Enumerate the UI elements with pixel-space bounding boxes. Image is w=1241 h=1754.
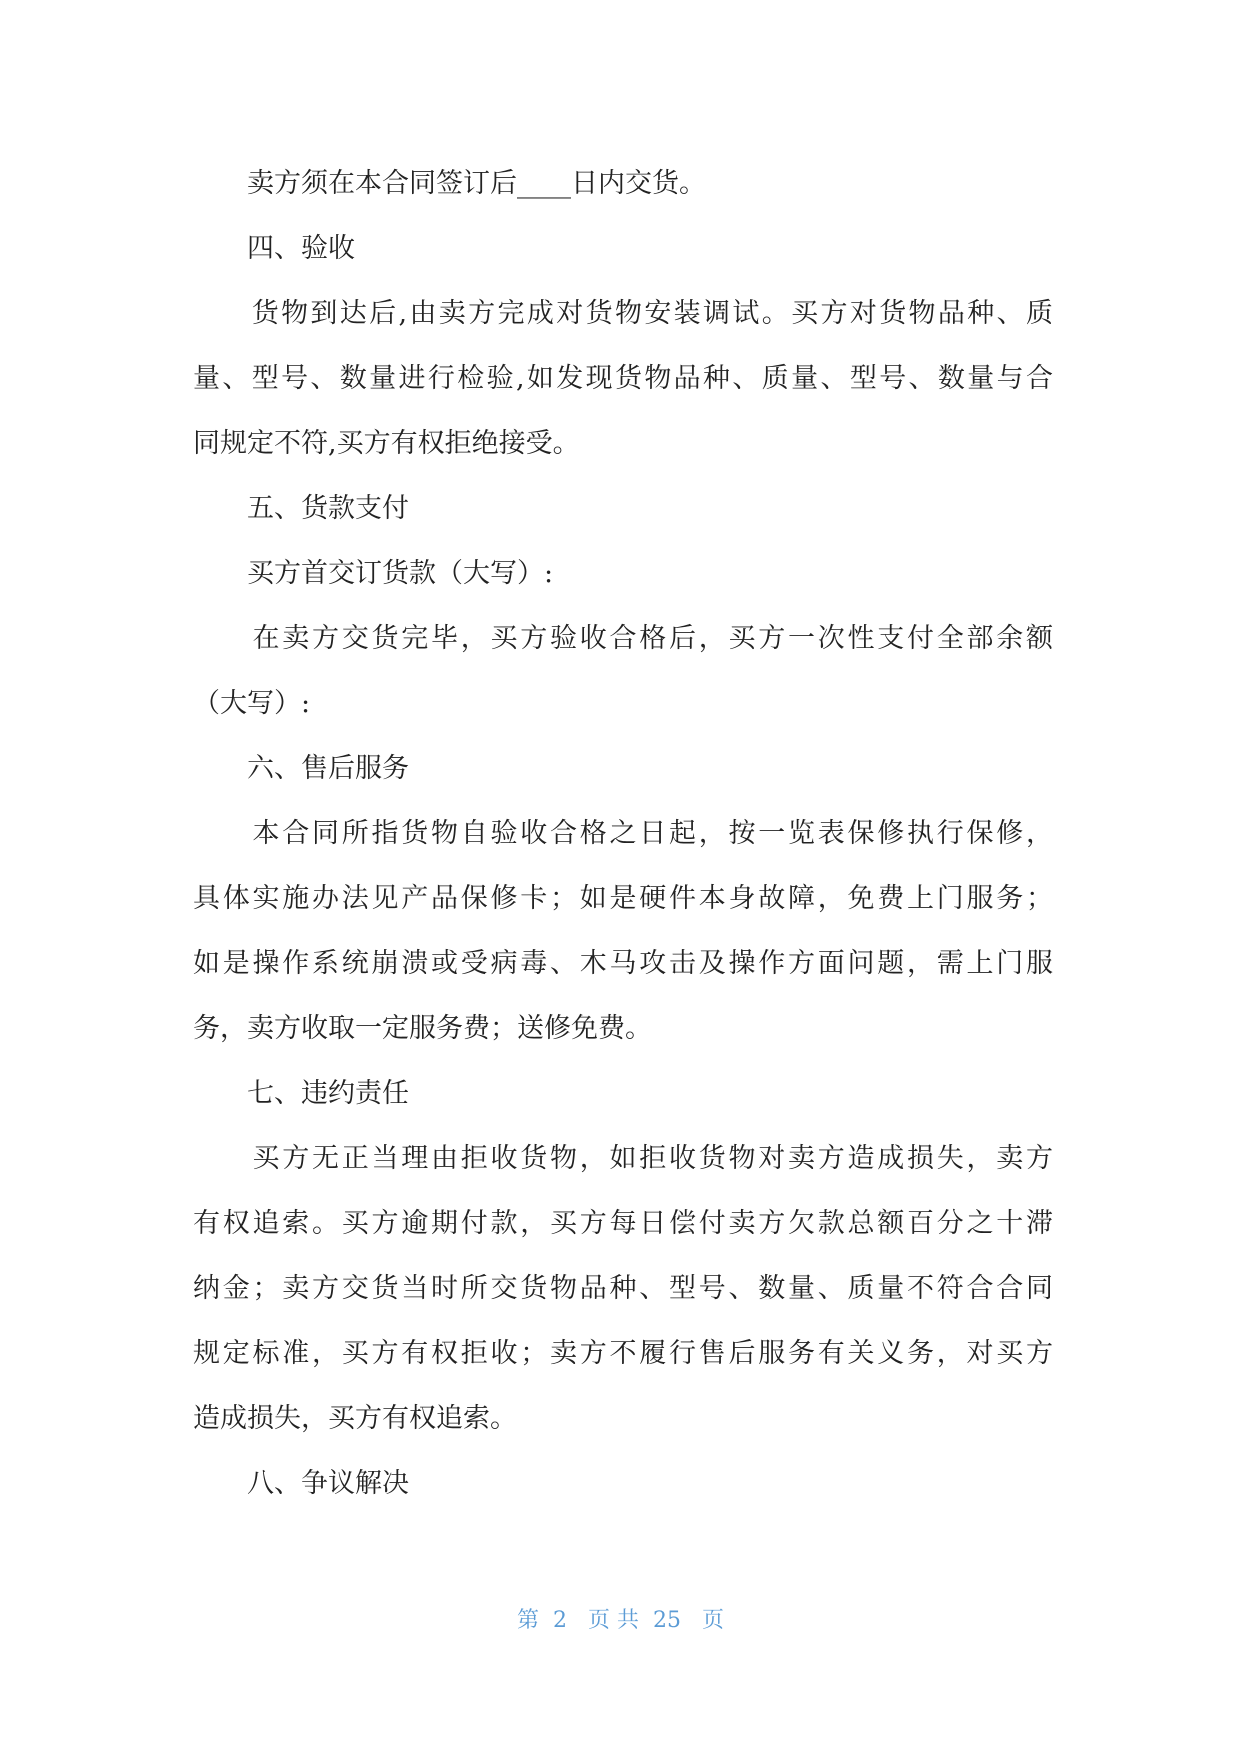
- page-number-footer: 第 2 页 共 25 页: [517, 1608, 724, 1633]
- paragraph-line: 买方首交订货款（大写）:: [193, 558, 554, 589]
- paragraph-line: 在卖方交货完毕，买方验收合格后，买方一次性支付全部余额: [193, 623, 1053, 654]
- paragraph-line: （大写）:: [193, 688, 311, 719]
- paragraph-line: 量、型号、数量进行检验,如发现货物品种、质量、型号、数量与合: [193, 363, 1053, 394]
- paragraph-line: 造成损失，买方有权追索。: [193, 1403, 517, 1434]
- paragraph-line: 规定标准，买方有权拒收；卖方不履行售后服务有关义务，对买方: [193, 1338, 1053, 1369]
- section-heading: 八、争议解决: [193, 1468, 409, 1499]
- section-heading: 五、货款支付: [193, 493, 409, 524]
- paragraph-line: 务，卖方收取一定服务费；送修免费。: [193, 1013, 652, 1044]
- paragraph-line: 具体实施办法见产品保修卡；如是硬件本身故障，免费上门服务；: [193, 883, 1053, 914]
- paragraph-line: 买方无正当理由拒收货物，如拒收货物对卖方造成损失，卖方: [193, 1143, 1053, 1174]
- paragraph-line: 纳金；卖方交货当时所交货物品种、型号、数量、质量不符合合同: [193, 1273, 1053, 1304]
- paragraph-line: 卖方须在本合同签订后____日内交货。: [193, 168, 706, 199]
- section-heading: 七、违约责任: [193, 1078, 409, 1109]
- paragraph-line: 有权追索。买方逾期付款，买方每日偿付卖方欠款总额百分之十滞: [193, 1208, 1053, 1239]
- paragraph-line: 货物到达后,由卖方完成对货物安装调试。买方对货物品种、质: [193, 298, 1053, 329]
- paragraph-line: 同规定不符,买方有权拒绝接受。: [193, 428, 580, 459]
- paragraph-line: 本合同所指货物自验收合格之日起，按一览表保修执行保修，: [193, 818, 1053, 849]
- paragraph-line: 如是操作系统崩溃或受病毒、木马攻击及操作方面问题，需上门服: [193, 948, 1053, 979]
- section-heading: 六、售后服务: [193, 753, 409, 784]
- section-heading: 四、验收: [193, 233, 355, 264]
